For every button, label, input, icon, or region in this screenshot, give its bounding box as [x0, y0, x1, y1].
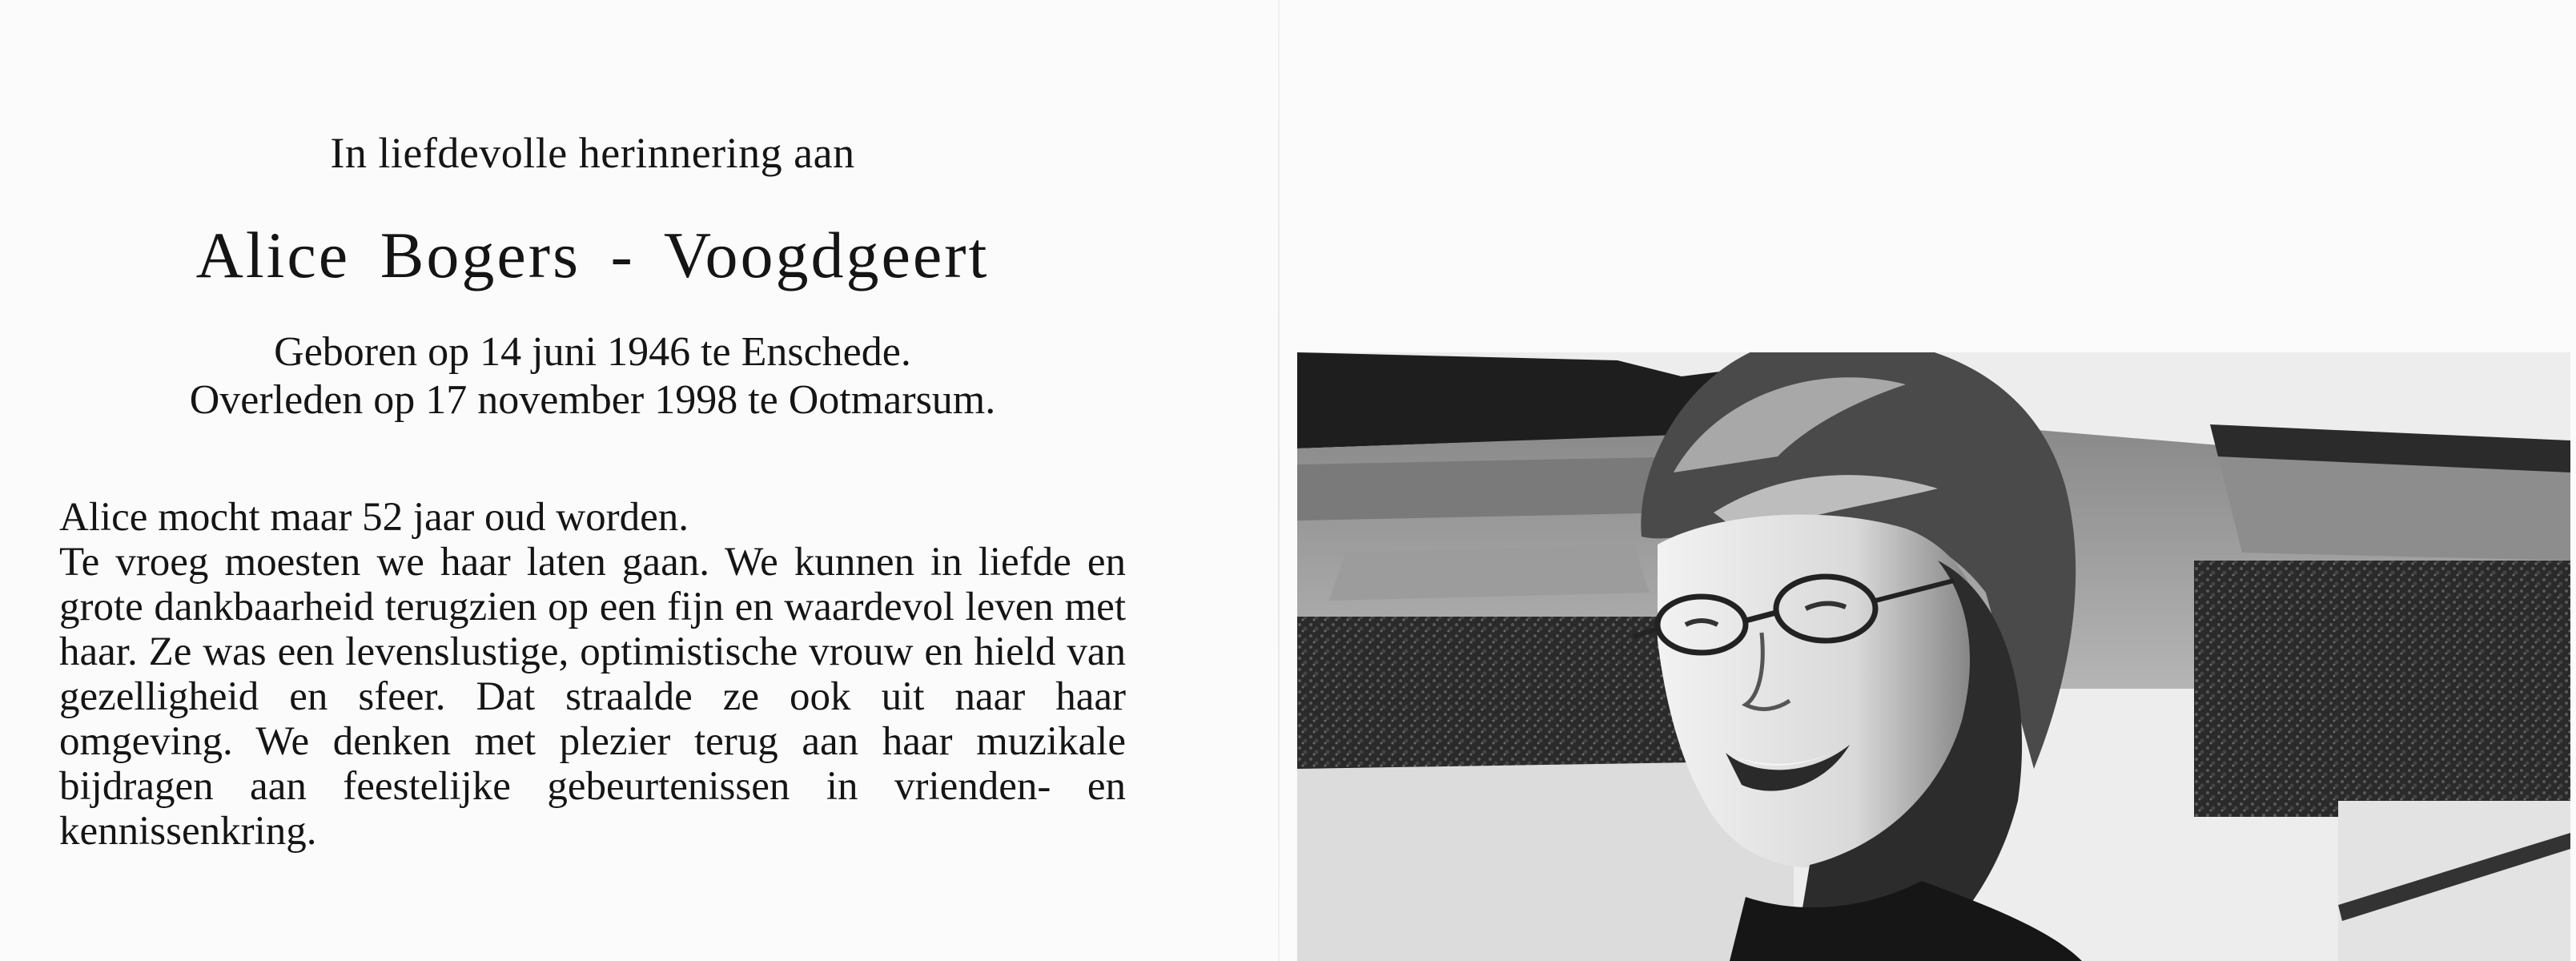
intro-line: In liefdevolle herinnering aan: [330, 129, 855, 177]
portrait-photo-icon: [1297, 352, 2570, 961]
memorial-text-paragraph: Te vroeg moesten we haar laten gaan. We kunnen in liefde en grote dankbaarheid terugzien op een fijn en waardevol leven met haar. Ze was een levenslustige, optimistische vrouw en hield van gezelligheid en sfeer. Dat straalde ze ook uit naar haar omgeving. We denken met plezier terug aan haar muzikale bijdragen aan feestelijke gebeurtenissen in vrienden- en kennissenkring.: [59, 540, 1126, 854]
death-line: Overleden op 17 november 1998 te Ootmarsum.: [189, 377, 996, 423]
deceased-name: Alice Bogers - Voogdgeert: [195, 219, 990, 292]
card-fold: [1278, 0, 1280, 961]
memorial-text-first-line: Alice mocht maar 52 jaar oud worden.: [59, 495, 689, 540]
birth-line: Geboren op 14 juni 1946 te Enschede.: [274, 329, 911, 375]
text-panel: [0, 0, 1278, 961]
photo-panel: [1297, 0, 2576, 961]
memorial-text: [59, 495, 1126, 854]
life-dates: [0, 328, 1185, 424]
